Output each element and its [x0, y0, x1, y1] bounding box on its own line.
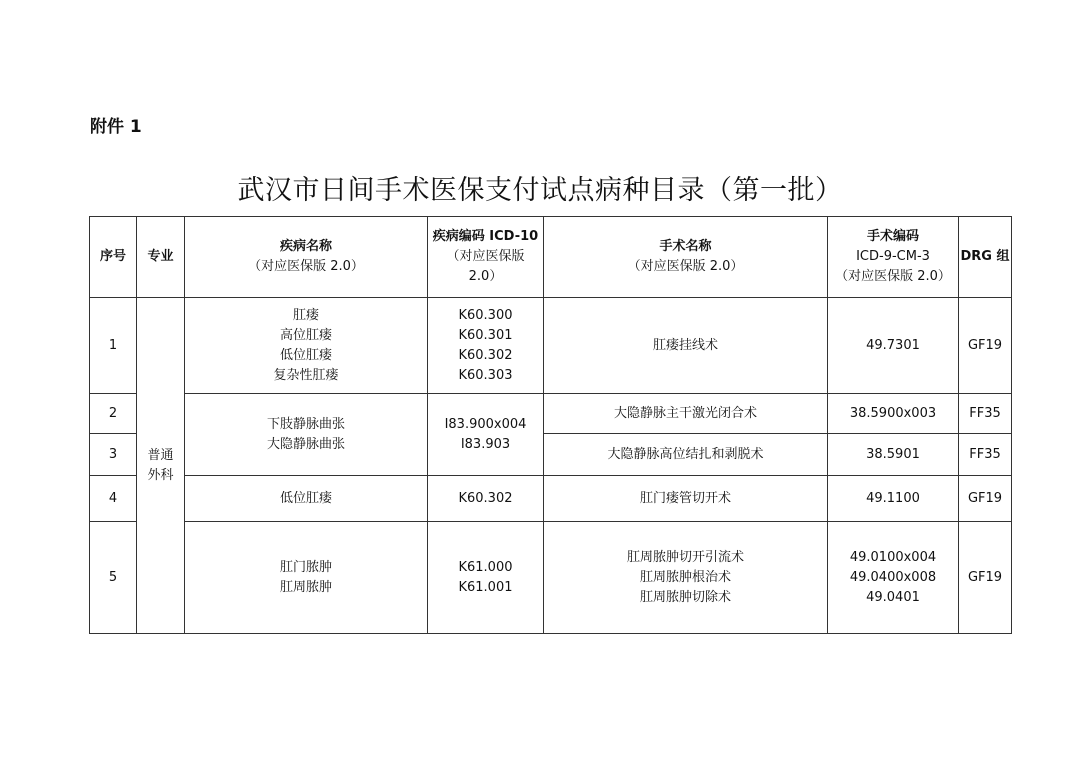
table-row: [90, 394, 1012, 434]
pilot-disease-catalog-table: [89, 216, 1012, 634]
surgery-names-cell: 大隐静脉主干激光闭合术: [544, 394, 828, 434]
disease-codes-cell: I83.900x004 I83.903: [428, 394, 544, 476]
disease-names-cell: 肛瘘 高位肛瘘 低位肛瘘 复杂性肛瘘: [185, 298, 428, 394]
drg-cell: FF35: [959, 434, 1012, 476]
table-row: [90, 476, 1012, 522]
disease-names-cell: 肛门脓肿 肛周脓肿: [185, 522, 428, 634]
table-row: [90, 298, 1012, 394]
department-cell: 普通 外科: [137, 298, 185, 634]
surgery-names-cell: 大隐静脉高位结扎和剥脱术: [544, 434, 828, 476]
header-seq: 序号: [90, 217, 137, 298]
row-seq: 4: [90, 476, 137, 522]
surgery-codes-cell: 38.5901: [828, 434, 959, 476]
surgery-names-cell: 肛周脓肿切开引流术 肛周脓肿根治术 肛周脓肿切除术: [544, 522, 828, 634]
drg-cell: GF19: [959, 298, 1012, 394]
row-seq: 1: [90, 298, 137, 394]
header-surgery-code: 手术编码 ICD-9-CM-3 （对应医保版 2.0）: [828, 217, 959, 298]
row-seq: 5: [90, 522, 137, 634]
table-row: [90, 522, 1012, 634]
drg-cell: GF19: [959, 476, 1012, 522]
surgery-names-cell: 肛门瘘管切开术: [544, 476, 828, 522]
disease-codes-cell: K60.300 K60.301 K60.302 K60.303: [428, 298, 544, 394]
surgery-codes-cell: 49.1100: [828, 476, 959, 522]
document-title: 武汉市日间手术医保支付试点病种目录（第一批）: [237, 175, 843, 206]
table-header-row: [90, 217, 1012, 298]
row-seq: 3: [90, 434, 137, 476]
surgery-codes-cell: 49.0100x004 49.0400x008 49.0401: [828, 522, 959, 634]
surgery-codes-cell: 49.7301: [828, 298, 959, 394]
disease-codes-cell: K60.302: [428, 476, 544, 522]
drg-cell: GF19: [959, 522, 1012, 634]
header-disease-code: 疾病编码 ICD-10 （对应医保版 2.0）: [428, 217, 544, 298]
disease-names-cell: 下肢静脉曲张 大隐静脉曲张: [185, 394, 428, 476]
header-surgery-name: 手术名称 （对应医保版 2.0）: [544, 217, 828, 298]
disease-names-cell: 低位肛瘘: [185, 476, 428, 522]
drg-cell: FF35: [959, 394, 1012, 434]
header-dept: 专业: [137, 217, 185, 298]
row-seq: 2: [90, 394, 137, 434]
header-drg: DRG 组: [959, 217, 1012, 298]
header-disease-name: 疾病名称 （对应医保版 2.0）: [185, 217, 428, 298]
attachment-label: 附件 1: [90, 117, 142, 137]
surgery-codes-cell: 38.5900x003: [828, 394, 959, 434]
disease-codes-cell: K61.000 K61.001: [428, 522, 544, 634]
surgery-names-cell: 肛瘘挂线术: [544, 298, 828, 394]
